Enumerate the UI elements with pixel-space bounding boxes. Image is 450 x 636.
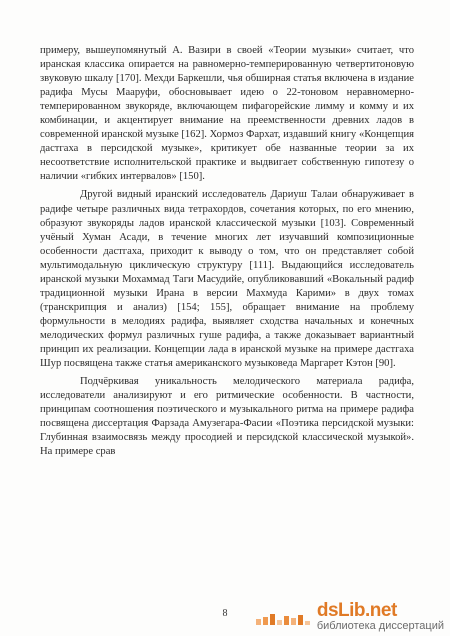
watermark bbox=[254, 602, 444, 632]
watermark-tagline: библиотека диссертаций bbox=[316, 620, 444, 632]
dslib-logo-icon bbox=[254, 605, 312, 629]
paragraph-1: примеру, вышеупомянутый А. Вазири в своей «Теории музыки» считает, что иранская классика опирается на равномерно-темперированную четвертитоновую звуковую шкалу [170]. Мехди Баркешли, чья обширная статья включена в издание радифа Мусы Мааруфи, обосновывает идею о 22-тоновом неравномерно-темперированном звукоряде, включающем пифагорейские лимму и комму и их комбинации, и акцентирует внимание на преемственности древних ладов в современной иранской музыке [162]. Хормоз Фархат, издавший книгу «Концепция дастгаха в персидской музыке», критикует обе названные теории за их несоответствие исполнительской практике и выдвигает собственную гипотезу о наличии «гибких интервалов» [150]. bbox=[40, 45, 414, 183]
paragraph-2: Другой видный иранский исследователь Дариуш Талаи обнаруживает в радифе четыре различных вида тетрахордов, сочетания которых, по его мнению, образуют звукоряды ладов иранской классической музыки [103]. Современный учёный Хуман Асади, в течение многих лет изучавший композиционные особенности дастгаха, приходит к выводу о том, что он представляет собой мультимодальную циклическую структуру [111]. Выдающийся исследователь иранской музыки Мохаммад Таги Масудийе, опубликовавший «Вокальный радиф традиционной музыки Ирана в версии Махмуда Карими» в двух томах (транскрипция и анализ) [154; 155], обращает внимание на проблему формульности в мелодиях радифа, выявляет сходства начальных и конечных мелодических формул различных гуше радифа, а также доказывает вариантный принцип их реализации. Концепции лада в иранской музыке на примере дастгаха Шур посвящена также статья американского музыковеда Маргарет Кэтон [90]. bbox=[40, 189, 414, 370]
watermark-brand[interactable]: dsLib.net bbox=[316, 600, 397, 621]
page-number: 8 bbox=[222, 608, 228, 619]
paragraph-3: Подчёркивая уникальность мелодического материала радифа, исследователи анализируют и его ритмические особенности. В частности, принципам соотношения поэтического и музыкального ритма на примере радифа посвящена диссертация Фарзада Амузегара-Фасии «Поэтика персидской музыки: Глубинная взаимосвязь между просодией и персидской классической музыкой». На примере срав bbox=[40, 376, 414, 458]
body-text bbox=[40, 44, 414, 459]
